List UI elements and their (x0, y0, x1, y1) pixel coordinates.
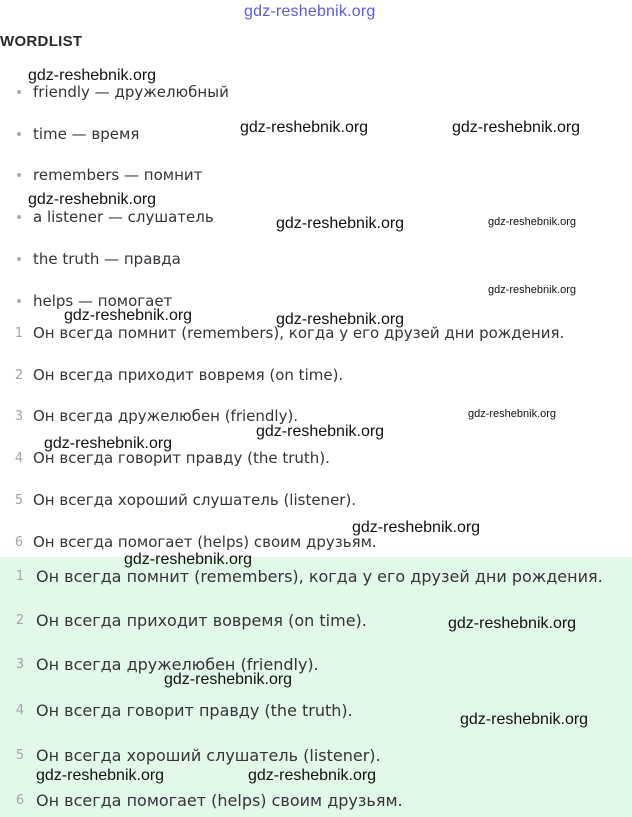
sentence-number: 1 (14, 326, 24, 341)
watermark: gdz-reshebnik.org (164, 671, 293, 688)
bullet-icon (17, 173, 21, 177)
answer-text: Он всегда хороший слушатель (listener). (36, 746, 381, 765)
answer-text: Он всегда приходит вовремя (on time). (36, 611, 367, 630)
site-link[interactable]: gdz-reshebnik.org (244, 3, 376, 20)
watermark: gdz-reshebnik.org (452, 119, 581, 136)
watermark: gdz-reshebnik.org (276, 215, 405, 232)
wordlist-item-text: helps — помогает (33, 292, 173, 310)
answer-text: Он всегда дружелюбен (friendly). (36, 655, 319, 674)
bullet-icon (17, 215, 21, 219)
answer-text: Он всегда помогает (helps) своим друзьям. (36, 791, 403, 810)
wordlist-item-text: a listener — слушатель (33, 208, 214, 226)
sentence-number: 4 (14, 451, 24, 466)
answer-number: 1 (15, 569, 25, 584)
watermark: gdz-reshebnik.org (36, 767, 165, 784)
sentence-text: Он всегда помогает (helps) своим друзьям. (33, 533, 377, 551)
answer-number: 2 (15, 613, 25, 628)
sentence-number: 2 (14, 368, 24, 383)
watermark: gdz-reshebnik.org (124, 551, 253, 568)
wordlist-item-text: remembers — помнит (33, 166, 203, 184)
watermark: gdz-reshebnik.org (448, 615, 577, 632)
watermark: gdz-reshebnik.org (240, 119, 369, 136)
bullet-icon (17, 299, 21, 303)
answer-number: 5 (15, 748, 25, 763)
watermark: gdz-reshebnik.org (276, 311, 405, 328)
sentence-text: Он всегда приходит вовремя (on time). (33, 366, 344, 384)
sentence-number: 3 (14, 409, 24, 424)
sentence-text: Он всегда хороший слушатель (listener). (33, 491, 357, 509)
watermark: gdz-reshebnik.org (248, 767, 377, 784)
watermark: gdz-reshebnik.org (352, 519, 481, 536)
sentence-text: Он всегда помнит (remembers), когда у его друзей дни рождения. (33, 324, 565, 342)
watermark: gdz-reshebnik.org (44, 435, 173, 452)
answer-number: 4 (15, 703, 25, 718)
watermark: gdz-reshebnik.org (28, 191, 157, 208)
wordlist-title: WORDLIST (0, 33, 83, 50)
watermark: gdz-reshebnik.org (488, 216, 577, 228)
answer-text: Он всегда говорит правду (the truth). (36, 701, 353, 720)
watermark: gdz-reshebnik.org (460, 711, 589, 728)
bullet-icon (17, 90, 21, 94)
watermark: gdz-reshebnik.org (28, 67, 157, 84)
watermark: gdz-reshebnik.org (468, 408, 557, 420)
sentence-number: 5 (14, 493, 24, 508)
answer-number: 6 (15, 793, 25, 808)
bullet-icon (17, 132, 21, 136)
sentence-text: Он всегда дружелюбен (friendly). (33, 407, 299, 425)
sentence-text: Он всегда говорит правду (the truth). (33, 449, 330, 467)
watermark: gdz-reshebnik.org (256, 423, 385, 440)
bullet-icon (17, 257, 21, 261)
watermark: gdz-reshebnik.org (488, 284, 577, 296)
wordlist-item-text: the truth — правда (33, 250, 181, 268)
watermark: gdz-reshebnik.org (64, 307, 193, 324)
wordlist-item-text: time — время (33, 125, 140, 143)
answer-text: Он всегда помнит (remembers), когда у его друзей дни рождения. (36, 567, 603, 586)
sentence-number: 6 (14, 535, 24, 550)
answer-number: 3 (15, 657, 25, 672)
wordlist-item-text: friendly — дружелюбный (33, 83, 229, 101)
